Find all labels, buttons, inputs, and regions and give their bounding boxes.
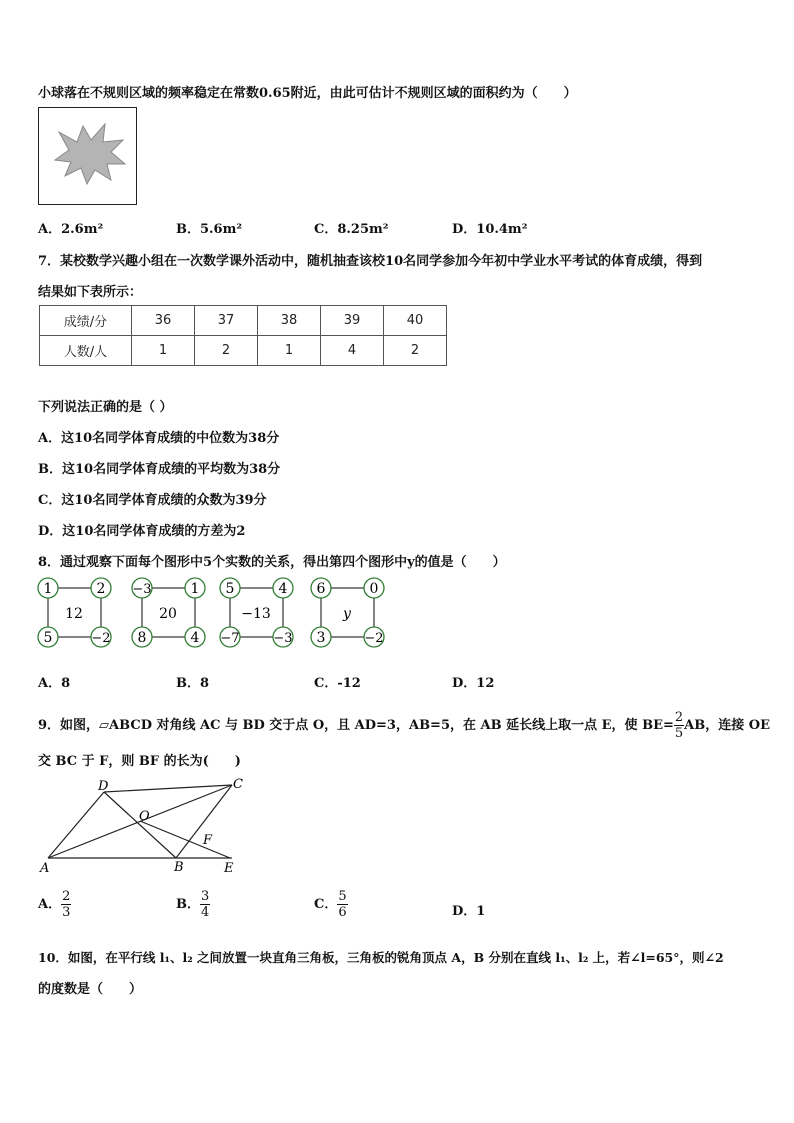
table-cell: 2 bbox=[195, 336, 258, 366]
table-cell: 人数/人 bbox=[40, 336, 132, 366]
fraction bbox=[337, 889, 347, 920]
center-value: 20 bbox=[159, 606, 177, 622]
corner-value: 5 bbox=[43, 630, 53, 646]
q9-option-a[interactable] bbox=[38, 889, 71, 920]
fraction bbox=[61, 889, 71, 920]
q6-stem: 小球落在不规则区域的频率稳定在常数0.65附近，由此可估计不规则区域的面积约为（ ） bbox=[38, 86, 577, 101]
corner-value: 3 bbox=[316, 630, 326, 646]
table-cell: 1 bbox=[258, 336, 321, 366]
point-label: F bbox=[203, 833, 213, 848]
table-cell: 1 bbox=[132, 336, 195, 366]
q7-option-d[interactable]: D．这10名同学体育成绩的方差为2 bbox=[38, 524, 246, 539]
fraction bbox=[674, 710, 684, 741]
q8-figure-4 bbox=[309, 576, 389, 652]
corner-value: 2 bbox=[96, 581, 106, 597]
q6-option-d[interactable]: D．10.4m² bbox=[452, 222, 528, 237]
corner-value: −7 bbox=[220, 631, 240, 646]
center-value: 12 bbox=[65, 606, 83, 622]
star-region-figure bbox=[38, 107, 137, 205]
corner-value: −2 bbox=[364, 631, 384, 646]
q7-option-b[interactable]: B．这10名同学体育成绩的平均数为38分 bbox=[38, 462, 281, 477]
q8-figure-2 bbox=[130, 576, 210, 652]
q6-option-b[interactable]: B．5.6m² bbox=[176, 222, 243, 237]
q10-stem-line1: 10．如图，在平行线 l₁、l₂ 之间放置一块直角三角板，三角板的锐角顶点 A，B 分别在直线 l₁、l₂ 上，若∠l=65°，则∠2 bbox=[38, 950, 724, 965]
q9-stem-part2: AB，连接 OE bbox=[684, 718, 770, 733]
corner-value: 6 bbox=[316, 581, 326, 597]
q8-option-d[interactable]: D．12 bbox=[452, 676, 495, 691]
q8-figure-1 bbox=[36, 576, 116, 652]
q6-option-a[interactable]: A．2.6m² bbox=[38, 222, 104, 237]
fraction-numerator: 2 bbox=[62, 889, 71, 904]
q8-figure-3 bbox=[218, 576, 298, 652]
fraction-denominator: 6 bbox=[338, 905, 347, 920]
option-label: B． bbox=[176, 897, 200, 912]
fraction bbox=[200, 889, 210, 920]
fraction-denominator: 5 bbox=[674, 726, 684, 741]
point-label: E bbox=[224, 861, 234, 876]
center-value: y bbox=[343, 606, 351, 622]
q9-stem-line1 bbox=[38, 710, 770, 741]
parallelogram-figure bbox=[36, 776, 256, 876]
corner-value: 4 bbox=[278, 581, 288, 597]
q7-stem-line1: 7．某校数学兴趣小组在一次数学课外活动中，随机抽查该校10名同学参加今年初中学业水平考试的体育成绩，得到 bbox=[38, 254, 703, 269]
table-cell: 成绩/分 bbox=[40, 306, 132, 336]
q8-option-a[interactable]: A．8 bbox=[38, 676, 71, 691]
corner-value: 4 bbox=[190, 630, 200, 646]
corner-value: 1 bbox=[190, 581, 200, 597]
option-label: C． bbox=[314, 897, 338, 912]
fraction-numerator: 2 bbox=[674, 710, 684, 725]
q8-option-c[interactable]: C．-12 bbox=[314, 676, 361, 691]
fraction-denominator: 4 bbox=[201, 905, 210, 920]
q9-option-c[interactable] bbox=[314, 889, 348, 920]
corner-value: 8 bbox=[137, 630, 147, 646]
point-label: A bbox=[40, 861, 50, 876]
table-row bbox=[40, 336, 447, 366]
q8-option-b[interactable]: B．8 bbox=[176, 676, 210, 691]
table-cell: 39 bbox=[321, 306, 384, 336]
table-cell: 2 bbox=[384, 336, 447, 366]
q9-stem-part1: 9．如图，▱ABCD 对角线 AC 与 BD 交于点 O，且 AD=3，AB=5，在 AB 延长线上取一点 E，使 BE= bbox=[38, 718, 674, 733]
center-value: −13 bbox=[241, 606, 271, 622]
fraction-numerator: 3 bbox=[201, 889, 210, 904]
table-cell: 36 bbox=[132, 306, 195, 336]
q7-option-c[interactable]: C．这10名同学体育成绩的众数为39分 bbox=[38, 493, 267, 508]
q7-stem-line2: 结果如下表所示： bbox=[38, 285, 143, 300]
q10-stem-line2: 的度数是（ ） bbox=[38, 982, 143, 997]
corner-value: 5 bbox=[225, 581, 235, 597]
corner-value: −3 bbox=[273, 631, 293, 646]
table-row bbox=[40, 306, 447, 336]
point-label: B bbox=[174, 860, 184, 875]
q6-option-c[interactable]: C．8.25m² bbox=[314, 222, 389, 237]
fraction-numerator: 5 bbox=[338, 889, 347, 904]
point-label: D bbox=[98, 779, 109, 794]
fraction-denominator: 3 bbox=[62, 905, 71, 920]
score-table bbox=[39, 305, 447, 366]
table-cell: 40 bbox=[384, 306, 447, 336]
corner-value: 0 bbox=[369, 581, 379, 597]
table-cell: 38 bbox=[258, 306, 321, 336]
q9-option-d[interactable]: D．1 bbox=[452, 904, 486, 919]
q9-option-b[interactable] bbox=[176, 889, 210, 920]
q9-stem-line2: 交 BC 于 F，则 BF 的长为( ) bbox=[38, 754, 241, 769]
corner-value: −3 bbox=[132, 582, 152, 597]
table-cell: 4 bbox=[321, 336, 384, 366]
corner-value: −2 bbox=[91, 631, 111, 646]
q7-option-a[interactable]: A．这10名同学体育成绩的中位数为38分 bbox=[38, 431, 280, 446]
table-cell: 37 bbox=[195, 306, 258, 336]
q8-stem: 8．通过观察下面每个图形中5个实数的关系，得出第四个图形中y的值是（ ） bbox=[38, 555, 506, 570]
q7-question: 下列说法正确的是（ ） bbox=[38, 400, 173, 415]
irregular-region-image bbox=[39, 108, 136, 204]
option-label: A． bbox=[38, 897, 62, 912]
point-label: O bbox=[139, 809, 150, 824]
corner-value: 1 bbox=[43, 581, 53, 597]
point-label: C bbox=[233, 777, 243, 792]
